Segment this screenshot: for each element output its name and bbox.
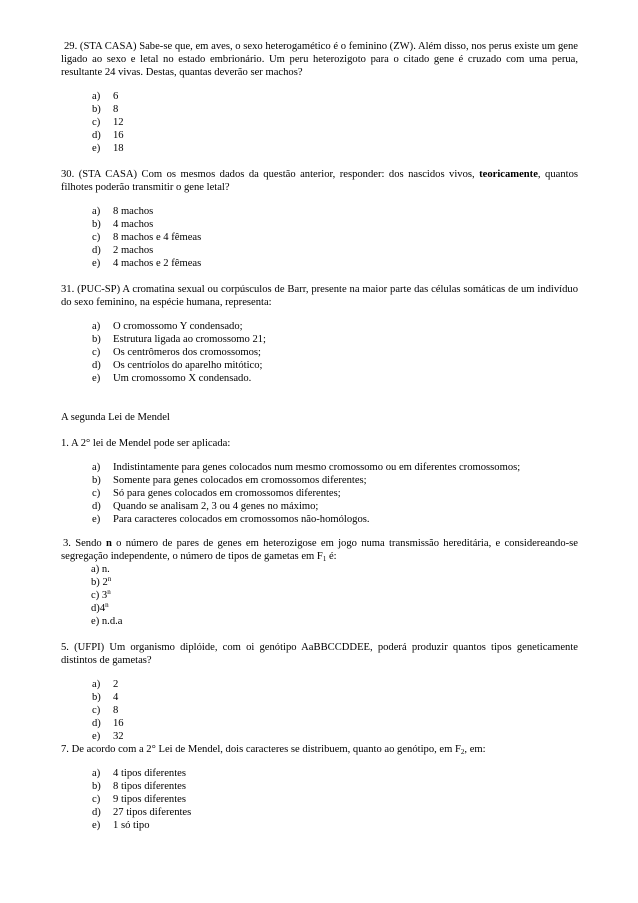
option-exponent: n [107,575,112,583]
option-text: 9 tipos diferentes [113,794,186,805]
option-text: 27 tipos diferentes [113,807,192,818]
option-item [91,563,578,576]
option-text: Para caracteres colocados em cromossomos não-homólogos. [113,514,370,525]
option-item [90,780,578,793]
option-letter: c) [92,794,101,805]
option-text: 8 [113,104,119,115]
option-text: 12 [113,117,124,128]
option-item [90,767,578,780]
option-list [90,678,578,743]
option-item [90,90,578,103]
section-title: A segunda Lei de Mendel [61,412,170,423]
option-text: 2 machos [113,245,154,256]
question-31-options [61,320,578,385]
mendel-question-7-options [61,767,578,832]
option-item [90,793,578,806]
option-text: 4 [113,692,119,703]
mendel-question-3-options [61,563,578,628]
option-item [90,359,578,372]
option-text: Quando se analisam 2, 3 ou 4 genes no máximo; [113,501,319,512]
option-item [90,500,578,513]
option-text: 8 machos [113,206,154,217]
option-list [90,461,578,526]
option-item [90,678,578,691]
option-letter: d) [92,130,101,141]
question-30-emphasis: teoricamente [479,169,538,180]
option-item [91,576,578,589]
option-item [90,320,578,333]
option-item [90,819,578,832]
option-letter: e) [92,143,101,154]
option-list [90,90,578,155]
question-30-text-before: 30. (STA CASA) Com os mesmos dados da questão anterior, responder: dos nascidos vivos, [61,169,480,180]
option-letter: d) [92,807,101,818]
document-page [61,40,578,832]
option-item [90,333,578,346]
option-list [90,320,578,385]
mendel-question-7-text [61,743,578,756]
question-29-text: 29. (STA CASA) Sabe-se que, em aves, o sexo heterogamético é o feminino (ZW). Além disso, nos perus existe um gene ligado ao sexo e letal no estado embrionário. Um peru heterozigoto para o citado gene é cruzado com uma perua, resultante 24 vivas. Destas, quantas deverão ser machos? [61,41,578,78]
option-text: O cromossomo Y condensado; [113,321,243,332]
option-item [90,244,578,257]
option-text: Somente para genes colocados em cromossomos diferentes; [113,475,367,486]
option-item [90,461,578,474]
option-letter: e) [92,514,101,525]
option-letter: b) [92,781,101,792]
mendel-question-7-text-before: 7. De acordo com a 2° Lei de Mendel, dois caracteres se distribuem, quanto ao genótipo, em F [61,744,461,755]
mendel-question-3-subscript: 1 [322,555,327,563]
option-item [91,589,578,602]
option-exponent: n [107,588,111,596]
option-letter: e) [92,820,101,831]
option-text: 8 machos e 4 fêmeas [113,232,202,243]
option-text: 1 só tipo [113,820,150,831]
option-item [90,257,578,270]
option-letter: d) [92,501,101,512]
option-text: 8 tipos diferentes [113,781,186,792]
option-item [90,103,578,116]
option-letter: b) [92,219,101,230]
option-letter: e) [92,258,101,269]
option-text: 32 [113,731,124,742]
option-letter: a) [92,768,101,779]
option-text: 4 tipos diferentes [113,768,186,779]
question-30-options [61,205,578,270]
option-text: 8 [113,705,119,716]
option-letter: c) [92,488,101,499]
option-letter: e) [92,373,101,384]
option-item [90,218,578,231]
option-item [90,346,578,359]
option-item [90,730,578,743]
option-letter: a) [92,321,101,332]
option-text: 4 machos [113,219,154,230]
option-text: a) n. [91,564,110,575]
option-text: 4 machos e 2 fêmeas [113,258,202,269]
option-item [90,129,578,142]
option-letter: c) [92,232,101,243]
question-31-text: 31. (PUC-SP) A cromatina sexual ou corpúsculos de Barr, presente na maior parte das células somáticas de um indivíduo do sexo feminino, na espécie humana, representa: [61,284,578,308]
option-item [90,806,578,819]
mendel-question-3-text-end: é: [326,551,337,562]
option-item [91,615,578,628]
option-text: d)4 [91,603,106,614]
option-text: 2 [113,679,119,690]
question-29-options [61,90,578,155]
option-text: 6 [113,91,119,102]
option-text: Estrutura ligada ao cromossomo 21; [113,334,266,345]
mendel-question-7-text-after: , em: [464,744,486,755]
option-text: Só para genes colocados em cromossomos diferentes; [113,488,341,499]
mendel-question-3-emphasis: n [105,538,112,549]
option-item [90,142,578,155]
question-30-text [61,168,578,194]
option-item [90,474,578,487]
mendel-question-3-text [61,537,578,563]
option-item [90,372,578,385]
option-text: e) n.d.a [91,616,123,627]
option-item [90,205,578,218]
mendel-question-3-text-after: o número de pares de genes em heterozigose em jogo numa transmissão hereditária, e considereando-se segregação independente, o número de tipos de gametas em F [61,538,578,562]
mendel-question-1-options [61,461,578,526]
option-letter: e) [92,731,101,742]
option-item [91,602,578,615]
option-text: c) 3 [91,590,108,601]
option-text: 16 [113,718,124,729]
option-letter: b) [92,475,101,486]
mendel-question-7-subscript: 2 [460,748,465,756]
option-item [90,691,578,704]
option-text: Os centrômeros dos cromossomos; [113,347,262,358]
option-letter: b) [92,334,101,345]
option-exponent: n [105,601,109,609]
option-letter: c) [92,117,101,128]
option-list [90,205,578,270]
option-item [90,487,578,500]
option-letter: b) [92,104,101,115]
option-text: 18 [113,143,124,154]
option-letter: a) [92,91,101,102]
mendel-question-1-text: 1. A 2° lei de Mendel pode ser aplicada: [61,438,231,449]
option-list [90,767,578,832]
option-letter: c) [92,705,101,716]
option-text: Indistintamente para genes colocados num mesmo cromossomo ou em diferentes cromossomos; [113,462,521,473]
option-letter: d) [92,245,101,256]
option-item [90,231,578,244]
option-letter: c) [92,347,101,358]
option-letter: a) [92,679,101,690]
option-text: 16 [113,130,124,141]
option-item [90,513,578,526]
question-30-text-after: , quantos filhotes poderão transmitir o gene letal? [61,169,578,193]
option-letter: d) [92,360,101,371]
option-item [90,704,578,717]
option-letter: a) [92,462,101,473]
mendel-question-3-text-before: 3. Sendo [63,538,106,549]
option-text: Um cromossomo X condensado. [113,373,252,384]
option-text: Os centríolos do aparelho mitótico; [113,360,263,371]
option-letter: a) [92,206,101,217]
option-item [90,717,578,730]
option-item [90,116,578,129]
option-letter: b) [92,692,101,703]
mendel-question-5-text: 5. (UFPI) Um organismo diplóide, com oi genótipo AaBBCCDDEE, poderá produzir quantos tipos geneticamente distintos de gametas? [61,642,578,666]
option-letter: d) [92,718,101,729]
mendel-question-5-options [61,678,578,743]
option-text: b) 2 [91,577,108,588]
